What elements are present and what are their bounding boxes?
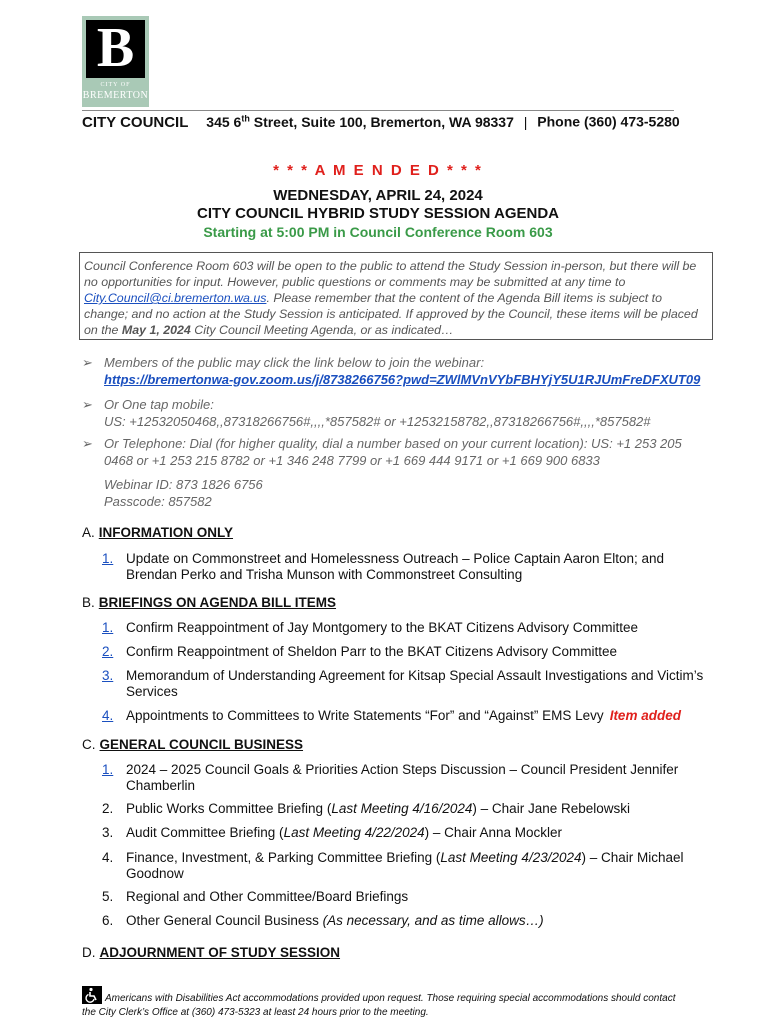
webinar-passcode: Passcode: 857582 [104, 494, 212, 509]
agenda-item[interactable]: 4. Appointments to Committees to Write Statements “For” and “Against” EMS Levy Item added [102, 708, 681, 723]
item-added-flag: Item added [609, 708, 681, 723]
agenda-item: 5. Regional and Other Committee/Board Briefings [102, 889, 409, 904]
webinar-id: Webinar ID: 873 1826 6756 [104, 477, 263, 492]
telephone-bullet: ➢ Or Telephone: Dial (for higher quality, dial a number based on your current location): US: +1 253 205 0468 or +1 253 215 8782 or +1 346 248 7799 or +1 669 444 9171 or +1 669 900 6833 [82, 436, 682, 468]
webinar-credentials [82, 476, 722, 510]
section-c-heading: C. GENERAL COUNCIL BUSINESS [82, 737, 304, 752]
webinar-bullet: ➢ Members of the public may click the link below to join the webinar: https://bremertonwa-gov.zoom.us/j/8738266756?pwd=ZWlMVnVYbFBHYjY5U1RJUmFreDFXUT09 [82, 355, 701, 387]
section-b-heading: B. BRIEFINGS ON AGENDA BILL ITEMS [82, 595, 337, 610]
address: 345 6th Street, Suite 100, Bremerton, WA 98337 [206, 113, 514, 130]
agenda-item[interactable]: 3. Memorandum of Understanding Agreement for Kitsap Special Assault Investigations and Victim’s Services [102, 668, 704, 699]
agenda-item: 3. Audit Committee Briefing (Last Meeting 4/22/2024) – Chair Anna Mockler [102, 825, 562, 840]
section-a-heading: A. INFORMATION ONLY [82, 525, 234, 540]
agenda-item[interactable]: 1. 2024 – 2025 Council Goals & Priorities Action Steps Discussion – Council President Jennifer Chamberlin [102, 762, 679, 793]
org-name: CITY COUNCIL [82, 113, 189, 131]
logo-name: BREMERTON [82, 90, 149, 101]
zoom-link[interactable]: https://bremertonwa-gov.zoom.us/j/8738266756?pwd=ZWlMVnVYbFBHYjY5U1RJUmFreDFXUT09 [104, 372, 701, 387]
notice-box: Council Conference Room 603 will be open to the public to attend the Study Session in-person, but there will be no opportunities for input. However, public questions or comments may be submitted at any time to City.Council@ci.bremerton.wa.us. Please remember that the content of the Agenda Bill items is subject to change; and no action at the Study Session is anticipated. If approved by the Council, these items will be placed on the May 1, 2024 City Council Meeting Agenda, or as indicated… [79, 252, 713, 340]
agenda-item: 6. Other General Council Business (As necessary, and as time allows…) [102, 913, 544, 928]
start-time: Starting at 5:00 PM in Council Conference Room 603 [203, 224, 553, 240]
phone: Phone (360) 473-5280 [537, 113, 680, 130]
mobile-numbers: US: +12532050468,,87318266756#,,,,*857582# or +12532158782,,87318266756#,,,,*857582# [104, 414, 651, 429]
agenda-item[interactable]: 1. Confirm Reappointment of Jay Montgomery to the BKAT Citizens Advisory Committee [102, 620, 638, 635]
agenda-item[interactable]: 2. Confirm Reappointment of Sheldon Parr to the BKAT Citizens Advisory Committee [102, 644, 617, 659]
logo-city-of: CITY OF [100, 82, 131, 88]
agenda-item[interactable]: 1. Update on Commonstreet and Homelessness Outreach – Police Captain Aaron Elton; and Brendan Perko and Trisha Munson with Commonstreet Consulting [102, 551, 665, 582]
council-email-link[interactable]: City.Council@ci.bremerton.wa.us [84, 291, 267, 305]
agenda-item: 2. Public Works Committee Briefing (Last Meeting 4/16/2024) – Chair Jane Rebelowski [102, 801, 630, 816]
arrow-bullet-icon: ➢ [82, 436, 93, 451]
logo-letter: B [96, 17, 135, 79]
meeting-date: WEDNESDAY, APRIL 24, 2024 [273, 187, 483, 204]
arrow-bullet-icon: ➢ [82, 397, 93, 412]
ada-footer: Americans with Disabilities Act accommodations provided upon request. Those requiring special accommodations should contact the City Clerk’s Office at (360) 473-5323 at least 24 hours prior to the meeting. [82, 986, 692, 1020]
arrow-bullet-icon: ➢ [82, 355, 93, 370]
agenda-title: CITY COUNCIL HYBRID STUDY SESSION AGENDA [197, 205, 559, 222]
agenda-item: 4. Finance, Investment, & Parking Committee Briefing (Last Meeting 4/23/2024) – Chair Michael Goodnow [102, 850, 684, 881]
header-divider [82, 110, 674, 111]
separator: | [523, 113, 528, 130]
amended-banner: * * * A M E N D E D * * * [273, 162, 483, 179]
section-d-heading: D. ADJOURNMENT OF STUDY SESSION [82, 945, 341, 960]
mobile-bullet: ➢ Or One tap mobile: US: +12532050468,,87318266756#,,,,*857582# or +12532158782,,87318266756#,,,,*857582# [82, 396, 722, 430]
city-logo [82, 16, 149, 107]
wheelchair-icon [82, 986, 102, 1004]
letterhead [82, 113, 722, 131]
